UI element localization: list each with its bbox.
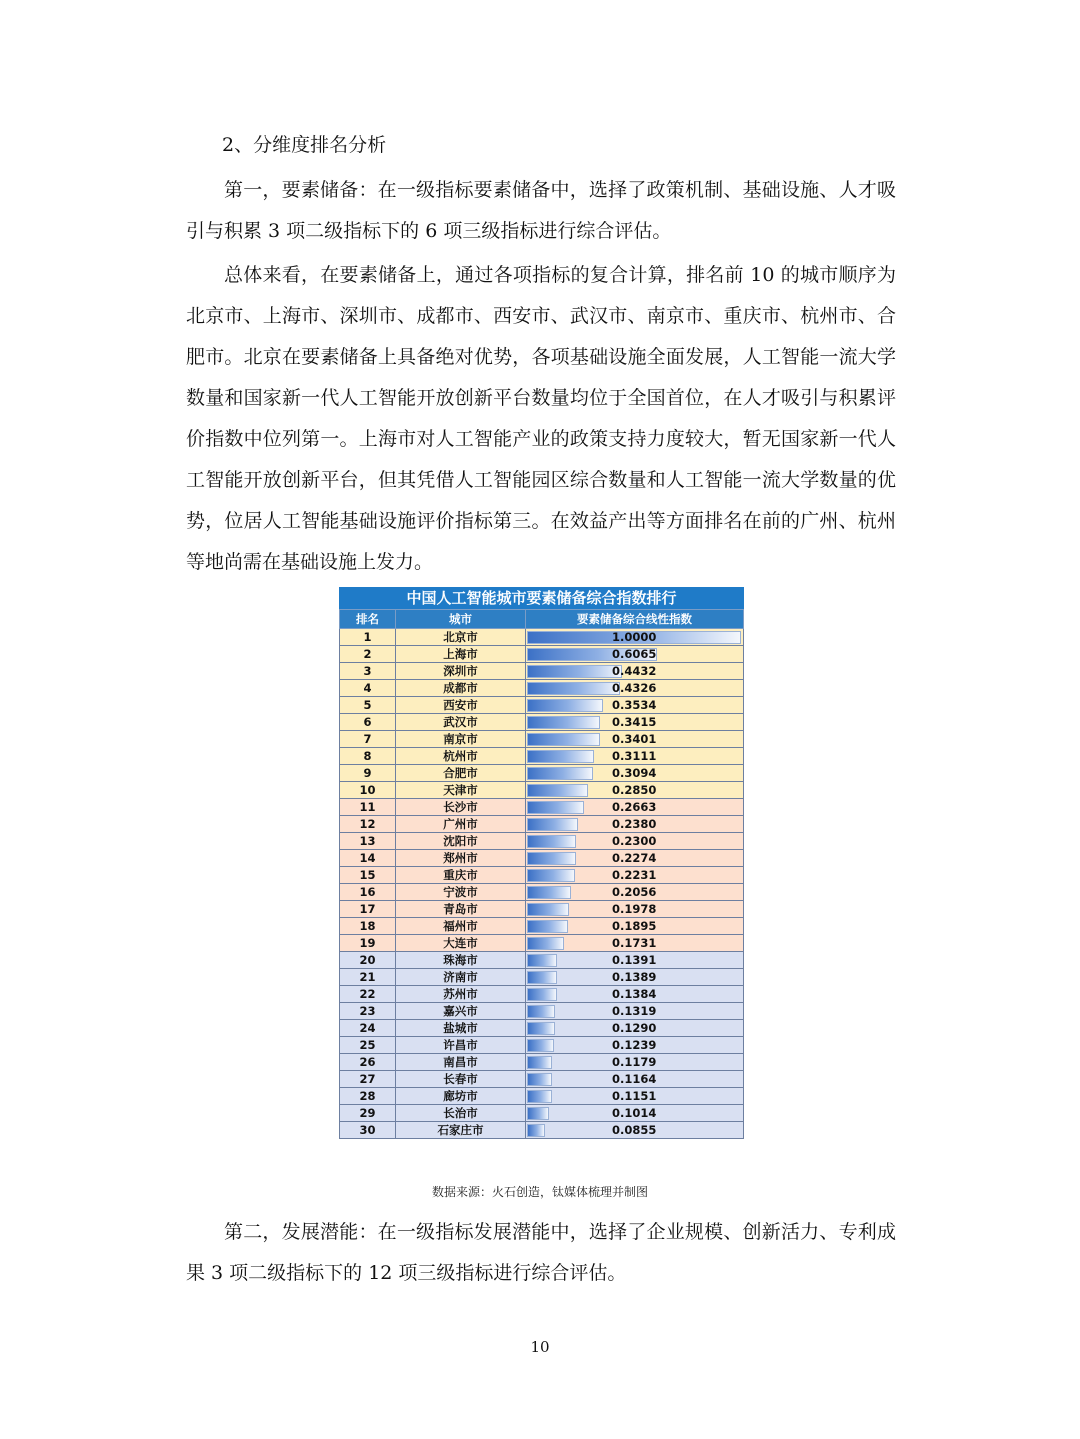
city-cell: 福州市 bbox=[396, 918, 526, 935]
index-value: 0.2663 bbox=[612, 800, 657, 814]
index-value: 0.2231 bbox=[612, 868, 657, 882]
table-row bbox=[340, 1003, 744, 1020]
table-row bbox=[340, 748, 744, 765]
index-cell bbox=[526, 986, 744, 1003]
index-value: 0.3111 bbox=[612, 749, 657, 763]
rank-cell: 2 bbox=[340, 646, 396, 663]
table-row bbox=[340, 935, 744, 952]
index-cell bbox=[526, 867, 744, 884]
city-cell: 济南市 bbox=[396, 969, 526, 986]
index-bar bbox=[527, 1090, 552, 1103]
index-value: 0.6065 bbox=[612, 647, 657, 661]
index-value: 1.0000 bbox=[612, 630, 657, 644]
table-row bbox=[340, 646, 744, 663]
index-value: 0.1389 bbox=[612, 970, 657, 984]
index-bar bbox=[527, 750, 594, 763]
index-bar bbox=[527, 920, 568, 933]
index-bar bbox=[527, 1107, 549, 1120]
table-row bbox=[340, 1122, 744, 1139]
index-bar bbox=[527, 665, 622, 678]
index-cell bbox=[526, 1037, 744, 1054]
index-cell bbox=[526, 1020, 744, 1037]
city-cell: 许昌市 bbox=[396, 1037, 526, 1054]
index-value: 0.1164 bbox=[612, 1072, 657, 1086]
city-cell: 长治市 bbox=[396, 1105, 526, 1122]
table-row bbox=[340, 884, 744, 901]
index-cell bbox=[526, 697, 744, 714]
city-cell: 合肥市 bbox=[396, 765, 526, 782]
index-bar bbox=[527, 1056, 552, 1069]
data-source-caption: 数据来源：火石创造，钛媒体梳理并制图 bbox=[431, 1185, 648, 1199]
rank-cell: 8 bbox=[340, 748, 396, 765]
table-row bbox=[340, 969, 744, 986]
city-cell: 大连市 bbox=[396, 935, 526, 952]
table-row bbox=[340, 1020, 744, 1037]
city-cell: 杭州市 bbox=[396, 748, 526, 765]
city-cell: 重庆市 bbox=[396, 867, 526, 884]
table-row bbox=[340, 782, 744, 799]
index-value: 0.1014 bbox=[612, 1106, 657, 1120]
table-title: 中国人工智能城市要素储备综合指数排行 bbox=[339, 587, 744, 609]
city-cell: 石家庄市 bbox=[396, 1122, 526, 1139]
header-rank: 排名 bbox=[340, 610, 396, 629]
index-cell bbox=[526, 1054, 744, 1071]
rank-cell: 15 bbox=[340, 867, 396, 884]
index-cell bbox=[526, 901, 744, 918]
city-cell: 郑州市 bbox=[396, 850, 526, 867]
city-cell: 南京市 bbox=[396, 731, 526, 748]
index-bar bbox=[527, 801, 584, 814]
index-value: 0.2380 bbox=[612, 817, 657, 831]
rank-cell: 21 bbox=[340, 969, 396, 986]
index-bar bbox=[527, 869, 575, 882]
index-bar bbox=[527, 954, 557, 967]
index-bar bbox=[527, 818, 578, 831]
index-cell bbox=[526, 969, 744, 986]
city-cell: 天津市 bbox=[396, 782, 526, 799]
paragraph-elements-reserve: 第一，要素储备：在一级指标要素储备中，选择了政策机制、基础设施、人才吸引与积累 3 项二级指标下的 6 项三级指标进行综合评估。 bbox=[186, 179, 896, 242]
city-cell: 南昌市 bbox=[396, 1054, 526, 1071]
index-bar bbox=[527, 903, 569, 916]
rank-cell: 20 bbox=[340, 952, 396, 969]
city-cell: 青岛市 bbox=[396, 901, 526, 918]
paragraph-development-potential: 第二，发展潜能：在一级指标发展潜能中，选择了企业规模、创新活力、专利成果 3 项二级指标下的 12 项三级指标进行综合评估。 bbox=[186, 1221, 896, 1284]
index-value: 0.2056 bbox=[612, 885, 657, 899]
table-row bbox=[340, 697, 744, 714]
index-bar bbox=[527, 988, 557, 1001]
index-value: 0.0855 bbox=[612, 1123, 657, 1137]
index-cell bbox=[526, 1071, 744, 1088]
city-cell: 盐城市 bbox=[396, 1020, 526, 1037]
index-cell bbox=[526, 765, 744, 782]
table-row bbox=[340, 901, 744, 918]
city-cell: 长沙市 bbox=[396, 799, 526, 816]
rank-cell: 3 bbox=[340, 663, 396, 680]
table-row bbox=[340, 1054, 744, 1071]
rank-cell: 18 bbox=[340, 918, 396, 935]
index-value: 0.1290 bbox=[612, 1021, 657, 1035]
index-bar bbox=[527, 784, 588, 797]
city-cell: 沈阳市 bbox=[396, 833, 526, 850]
index-bar bbox=[527, 1022, 555, 1035]
table-body bbox=[340, 629, 744, 1139]
index-cell bbox=[526, 731, 744, 748]
index-value: 0.3401 bbox=[612, 732, 657, 746]
index-bar bbox=[527, 1005, 555, 1018]
index-value: 0.1179 bbox=[612, 1055, 657, 1069]
index-cell bbox=[526, 646, 744, 663]
index-value: 0.1731 bbox=[612, 936, 657, 950]
table-row bbox=[340, 850, 744, 867]
rank-cell: 12 bbox=[340, 816, 396, 833]
rank-cell: 25 bbox=[340, 1037, 396, 1054]
table-row bbox=[340, 680, 744, 697]
index-bar bbox=[527, 852, 576, 865]
page-number: 10 bbox=[530, 1338, 550, 1356]
index-value: 0.1895 bbox=[612, 919, 657, 933]
table-row bbox=[340, 1088, 744, 1105]
rank-cell: 5 bbox=[340, 697, 396, 714]
city-cell: 廊坊市 bbox=[396, 1088, 526, 1105]
rank-cell: 26 bbox=[340, 1054, 396, 1071]
rank-cell: 23 bbox=[340, 1003, 396, 1020]
index-cell bbox=[526, 629, 744, 646]
table-row bbox=[340, 952, 744, 969]
rank-cell: 22 bbox=[340, 986, 396, 1003]
index-cell bbox=[526, 748, 744, 765]
index-value: 0.2300 bbox=[612, 834, 657, 848]
city-cell: 苏州市 bbox=[396, 986, 526, 1003]
index-cell bbox=[526, 952, 744, 969]
index-bar bbox=[527, 1124, 545, 1137]
rank-cell: 24 bbox=[340, 1020, 396, 1037]
index-value: 0.3415 bbox=[612, 715, 657, 729]
table-row bbox=[340, 1105, 744, 1122]
table-row bbox=[340, 1071, 744, 1088]
index-cell bbox=[526, 816, 744, 833]
rank-cell: 6 bbox=[340, 714, 396, 731]
index-cell bbox=[526, 663, 744, 680]
index-value: 0.1391 bbox=[612, 953, 657, 967]
table-row bbox=[340, 731, 744, 748]
index-value: 0.4326 bbox=[612, 681, 657, 695]
index-bar bbox=[527, 1073, 552, 1086]
city-cell: 西安市 bbox=[396, 697, 526, 714]
paragraph-overall-analysis: 总体来看，在要素储备上，通过各项指标的复合计算，排名前 10 的城市顺序为北京市、上海市、深圳市、成都市、西安市、武汉市、南京市、重庆市、杭州市、合肥市。北京在要素储备上具备绝对优势，各项基础设施全面发展，人工智能一流大学数量和国家新一代人工智能开放创新平台数量均位于全国首位，在人才吸引与积累评价指数中位列第一。上海市对人工智能产业的政策支持力度较大，暂无国家新一代人工智能开放创新平台，但其凭借人工智能园区综合数量和人工智能一流大学数量的优势，位居人工智能基础设施评价指标第三。在效益产出等方面排名在前的广州、杭州等地尚需在基础设施上发力。 bbox=[186, 264, 896, 573]
index-cell bbox=[526, 680, 744, 697]
index-value: 0.3534 bbox=[612, 698, 657, 712]
city-cell: 广州市 bbox=[396, 816, 526, 833]
rank-cell: 16 bbox=[340, 884, 396, 901]
index-bar bbox=[527, 937, 564, 950]
index-bar bbox=[527, 767, 593, 780]
rank-cell: 10 bbox=[340, 782, 396, 799]
rank-cell: 9 bbox=[340, 765, 396, 782]
table-row bbox=[340, 663, 744, 680]
rank-cell: 17 bbox=[340, 901, 396, 918]
index-cell bbox=[526, 1122, 744, 1139]
index-cell bbox=[526, 714, 744, 731]
index-value: 0.4432 bbox=[612, 664, 657, 678]
rank-cell: 1 bbox=[340, 629, 396, 646]
rank-cell: 13 bbox=[340, 833, 396, 850]
table-row bbox=[340, 867, 744, 884]
table-row bbox=[340, 816, 744, 833]
index-bar bbox=[527, 733, 600, 746]
rank-cell: 28 bbox=[340, 1088, 396, 1105]
index-cell bbox=[526, 1105, 744, 1122]
city-cell: 深圳市 bbox=[396, 663, 526, 680]
rank-cell: 27 bbox=[340, 1071, 396, 1088]
rank-cell: 14 bbox=[340, 850, 396, 867]
table-header-row bbox=[340, 610, 744, 629]
table-row bbox=[340, 765, 744, 782]
index-bar bbox=[527, 971, 557, 984]
index-bar bbox=[527, 835, 576, 848]
rank-cell: 7 bbox=[340, 731, 396, 748]
city-cell: 武汉市 bbox=[396, 714, 526, 731]
index-value: 0.1384 bbox=[612, 987, 657, 1001]
index-bar bbox=[527, 886, 571, 899]
ranking-table bbox=[339, 587, 744, 1139]
table-row bbox=[340, 1037, 744, 1054]
city-cell: 长春市 bbox=[396, 1071, 526, 1088]
index-value: 0.1151 bbox=[612, 1089, 657, 1103]
table-row bbox=[340, 918, 744, 935]
table-row bbox=[340, 629, 744, 646]
index-cell bbox=[526, 935, 744, 952]
index-bar bbox=[527, 682, 620, 695]
index-value: 0.2850 bbox=[612, 783, 657, 797]
index-cell bbox=[526, 782, 744, 799]
index-value: 0.1239 bbox=[612, 1038, 657, 1052]
rank-cell: 29 bbox=[340, 1105, 396, 1122]
index-cell bbox=[526, 918, 744, 935]
ranking-table-figure bbox=[339, 587, 743, 1139]
table-row bbox=[340, 986, 744, 1003]
index-cell bbox=[526, 833, 744, 850]
section-heading: 2、分维度排名分析 bbox=[222, 134, 387, 156]
index-value: 0.2274 bbox=[612, 851, 657, 865]
city-cell: 珠海市 bbox=[396, 952, 526, 969]
rank-cell: 11 bbox=[340, 799, 396, 816]
city-cell: 北京市 bbox=[396, 629, 526, 646]
city-cell: 嘉兴市 bbox=[396, 1003, 526, 1020]
table-row bbox=[340, 833, 744, 850]
table-row bbox=[340, 714, 744, 731]
index-value: 0.1319 bbox=[612, 1004, 657, 1018]
index-cell bbox=[526, 1003, 744, 1020]
header-index: 要素储备综合线性指数 bbox=[526, 610, 744, 629]
rank-cell: 19 bbox=[340, 935, 396, 952]
index-bar bbox=[527, 699, 603, 712]
index-value: 0.3094 bbox=[612, 766, 657, 780]
index-value: 0.1978 bbox=[612, 902, 657, 916]
index-cell bbox=[526, 799, 744, 816]
index-cell bbox=[526, 850, 744, 867]
table-row bbox=[340, 799, 744, 816]
city-cell: 上海市 bbox=[396, 646, 526, 663]
city-cell: 宁波市 bbox=[396, 884, 526, 901]
rank-cell: 4 bbox=[340, 680, 396, 697]
header-city: 城市 bbox=[396, 610, 526, 629]
index-bar bbox=[527, 1039, 554, 1052]
index-bar bbox=[527, 716, 600, 729]
index-cell bbox=[526, 884, 744, 901]
city-cell: 成都市 bbox=[396, 680, 526, 697]
index-cell bbox=[526, 1088, 744, 1105]
rank-cell: 30 bbox=[340, 1122, 396, 1139]
